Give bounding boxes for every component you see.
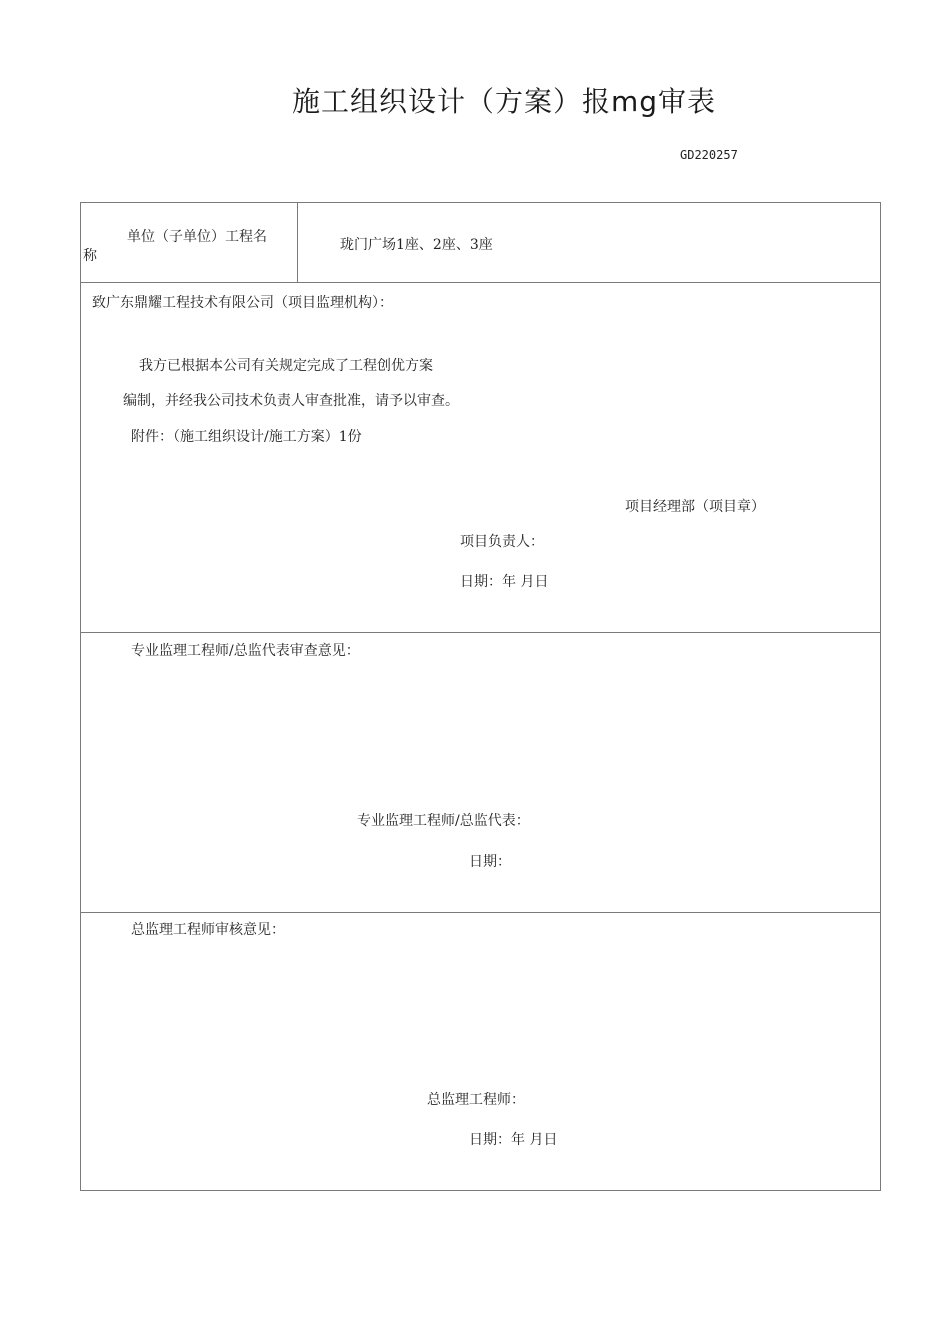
chief-opinion-heading: 总监理工程师审核意见： xyxy=(131,922,285,938)
row-divider-contractor xyxy=(80,632,881,633)
specialist-signer-label: 专业监理工程师/总监代表： xyxy=(357,813,530,829)
body-text-line2: 编制，并经我公司技术负责人审查批准，请予以审查。 xyxy=(123,393,459,409)
attachment-line: 附件：（施工组织设计/施工方案）1份 xyxy=(131,429,362,445)
row-divider-specialist xyxy=(80,912,881,913)
form-code: GD220257 xyxy=(680,148,738,162)
chief-signer-label: 总监理工程师： xyxy=(427,1092,525,1108)
project-responsible-label: 项目负责人： xyxy=(460,534,544,550)
form-title: 施工组织设计（方案）报mg审表 xyxy=(292,85,717,118)
project-row-divider xyxy=(297,202,298,282)
specialist-opinion-heading: 专业监理工程师/总监代表审查意见： xyxy=(131,643,360,659)
project-dept-seal: 项目经理部（项目章） xyxy=(625,499,765,515)
specialist-date-label: 日期： xyxy=(469,854,511,870)
project-name-label-wrap: 称 xyxy=(83,248,97,264)
project-name-value: 珑门广场1座、2座、3座 xyxy=(340,237,493,253)
form-table xyxy=(80,202,881,1191)
addressee-line: 致广东鼎耀工程技术有限公司（项目监理机构）： xyxy=(92,295,393,311)
chief-date-label: 日期：年 月日 xyxy=(469,1132,558,1148)
project-name-label: 单位（子单位）工程名 xyxy=(127,229,267,245)
contractor-date-label: 日期：年 月日 xyxy=(460,574,549,590)
body-text-line1: 我方已根据本公司有关规定完成了工程创优方案 xyxy=(139,358,433,374)
row-divider-project xyxy=(80,282,881,283)
